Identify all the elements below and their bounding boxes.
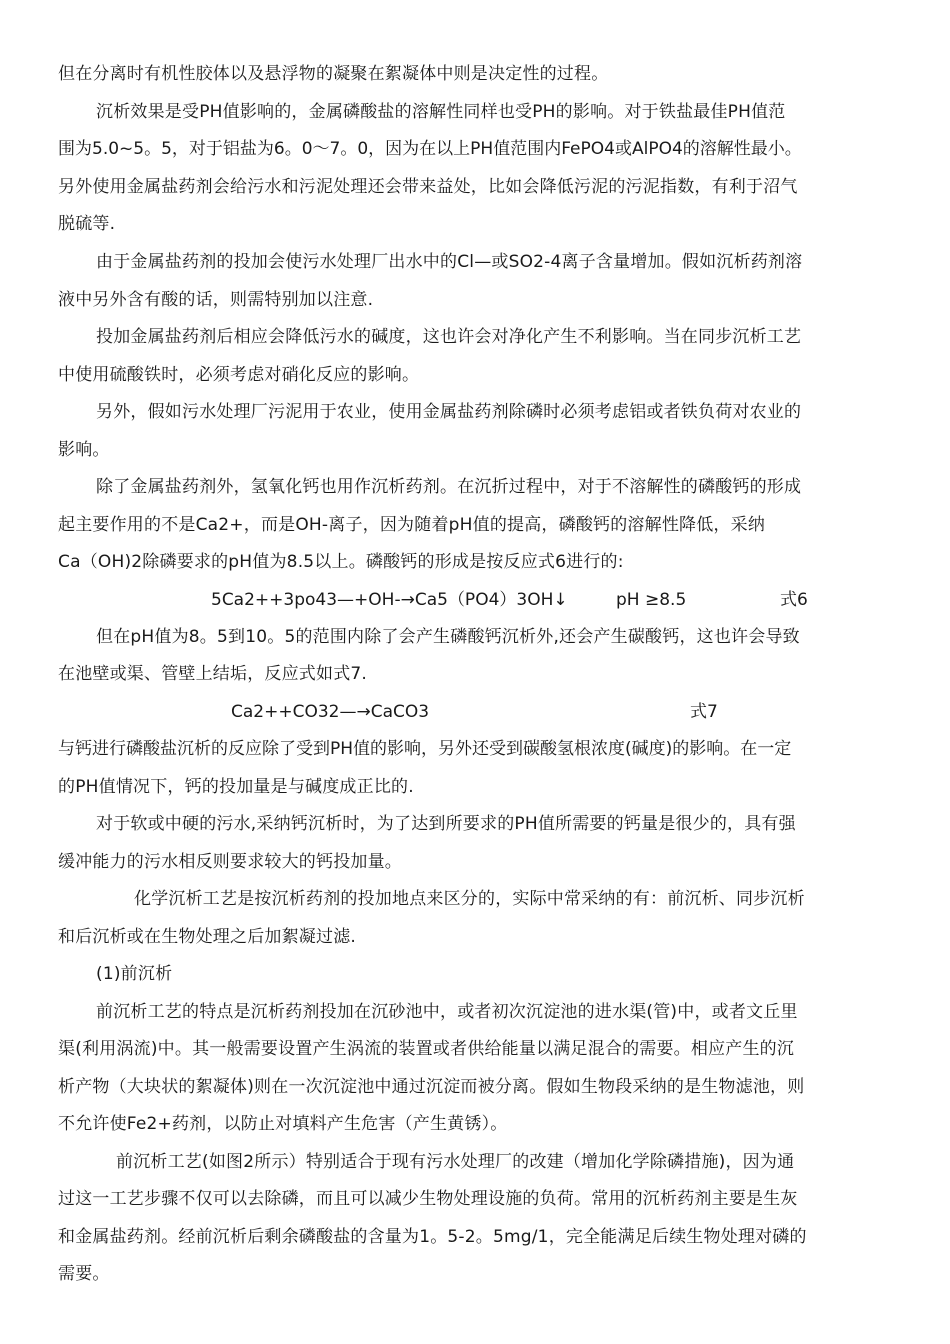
text-line: Ca（OH)2除磷要求的pH值为8.5以上。磷酸钙的形成是按反应式6进行的: bbox=[58, 552, 624, 572]
text-line: 的PH值情况下，钙的投加量是与碱度成正比的. bbox=[58, 777, 414, 797]
text-line: 需要。 bbox=[58, 1264, 110, 1284]
text-line: 投加金属盐药剂后相应会降低污水的碱度，这也许会对净化产生不利影响。当在同步沉析工艺 bbox=[96, 327, 802, 347]
section-heading: (1)前沉析 bbox=[96, 964, 173, 984]
text-line: 另外使用金属盐药剂会给污水和污泥处理还会带来益处，比如会降低污泥的污泥指数，有利于沼气 bbox=[58, 177, 798, 197]
text-line: 与钙进行磷酸盐沉析的反应除了受到PH值的影响，另外还受到碳酸氢根浓度(碱度)的影响。在一定 bbox=[58, 739, 792, 759]
text-line: 脱硫等. bbox=[58, 214, 116, 234]
text-line: 沉析效果是受PH值影响的，金属磷酸盐的溶解性同样也受PH的影响。对于铁盐最佳PH值范 bbox=[96, 102, 786, 122]
equation-6-label: 式6 bbox=[780, 590, 808, 610]
text-line: 在池壁或渠、管壁上结垢，反应式如式7. bbox=[58, 664, 368, 684]
text-line: 围为5.0~5。5，对于铝盐为6。0～7。0，因为在以上PH值范围内FePO4或AlPO4的溶解性最小。 bbox=[58, 139, 802, 159]
equation-7: Ca2++CO32—→CaCO3 bbox=[231, 702, 430, 722]
text-line: 另外，假如污水处理厂污泥用于农业，使用金属盐药剂除磷时必须考虑铝或者铁负荷对农业的 bbox=[96, 402, 802, 422]
equation-6-condition: pH ≥8.5 bbox=[616, 590, 687, 610]
text-line: 对于软或中硬的污水,采纳钙沉析时，为了达到所要求的PH值所需要的钙量是很少的，具有强 bbox=[96, 814, 796, 834]
text-line: 除了金属盐药剂外，氢氧化钙也用作沉析药剂。在沉折过程中，对于不溶解性的磷酸钙的形成 bbox=[96, 477, 802, 497]
text-line: 前沉析工艺(如图2所示）特别适合于现有污水处理厂的改建（增加化学除磷措施)，因为通 bbox=[116, 1152, 795, 1172]
text-line: 但在pH值为8。5到10。5的范围内除了会产生磷酸钙沉析外,还会产生碳酸钙，这也许会导致 bbox=[96, 627, 800, 647]
text-line: 但在分离时有机性胶体以及悬浮物的凝聚在絮凝体中则是决定性的过程。 bbox=[58, 64, 609, 84]
text-line: 和后沉析或在生物处理之后加絮凝过滤. bbox=[58, 927, 357, 947]
text-line: 渠(利用涡流)中。其一般需要设置产生涡流的装置或者供给能量以满足混合的需要。相应产生的沉 bbox=[58, 1039, 795, 1059]
text-line: 中使用硫酸铁时，必须考虑对硝化反应的影响。 bbox=[58, 365, 420, 385]
text-line: 不允许使Fe2+药剂，以防止对填料产生危害（产生黄锈）。 bbox=[58, 1114, 508, 1134]
equation-6: 5Ca2++3po43—+OH-→Ca5（PO4）3OH↓ bbox=[211, 590, 568, 610]
text-line: 过这一工艺步骤不仅可以去除磷，而且可以减少生物处理设施的负荷。常用的沉析药剂主要是生灰 bbox=[58, 1189, 798, 1209]
equation-7-label: 式7 bbox=[690, 702, 718, 722]
text-line: 前沉析工艺的特点是沉析药剂投加在沉砂池中，或者初次沉淀池的进水渠(管)中，或者文丘里 bbox=[96, 1002, 798, 1022]
text-line: 起主要作用的不是Ca2+，而是OH-离子，因为随着pH值的提高，磷酸钙的溶解性降低，采纳 bbox=[58, 515, 766, 535]
text-line: 析产物（大块状的絮凝体)则在一次沉淀池中通过沉淀而被分离。假如生物段采纳的是生物滤池，则 bbox=[58, 1077, 805, 1097]
text-line: 影响。 bbox=[58, 440, 110, 460]
text-line: 由于金属盐药剂的投加会使污水处理厂出水中的Cl—或SO2-4离子含量增加。假如沉析药剂溶 bbox=[96, 252, 803, 272]
text-line: 缓冲能力的污水相反则要求较大的钙投加量。 bbox=[58, 852, 402, 872]
text-line: 液中另外含有酸的话，则需特别加以注意. bbox=[58, 290, 374, 310]
text-line: 化学沉析工艺是按沉析药剂的投加地点来区分的，实际中常采纳的有：前沉析、同步沉析 bbox=[134, 889, 805, 909]
text-line: 和金属盐药剂。经前沉析后剩余磷酸盐的含量为1。5-2。5mg/1，完全能满足后续生物处理对磷的 bbox=[58, 1227, 807, 1247]
